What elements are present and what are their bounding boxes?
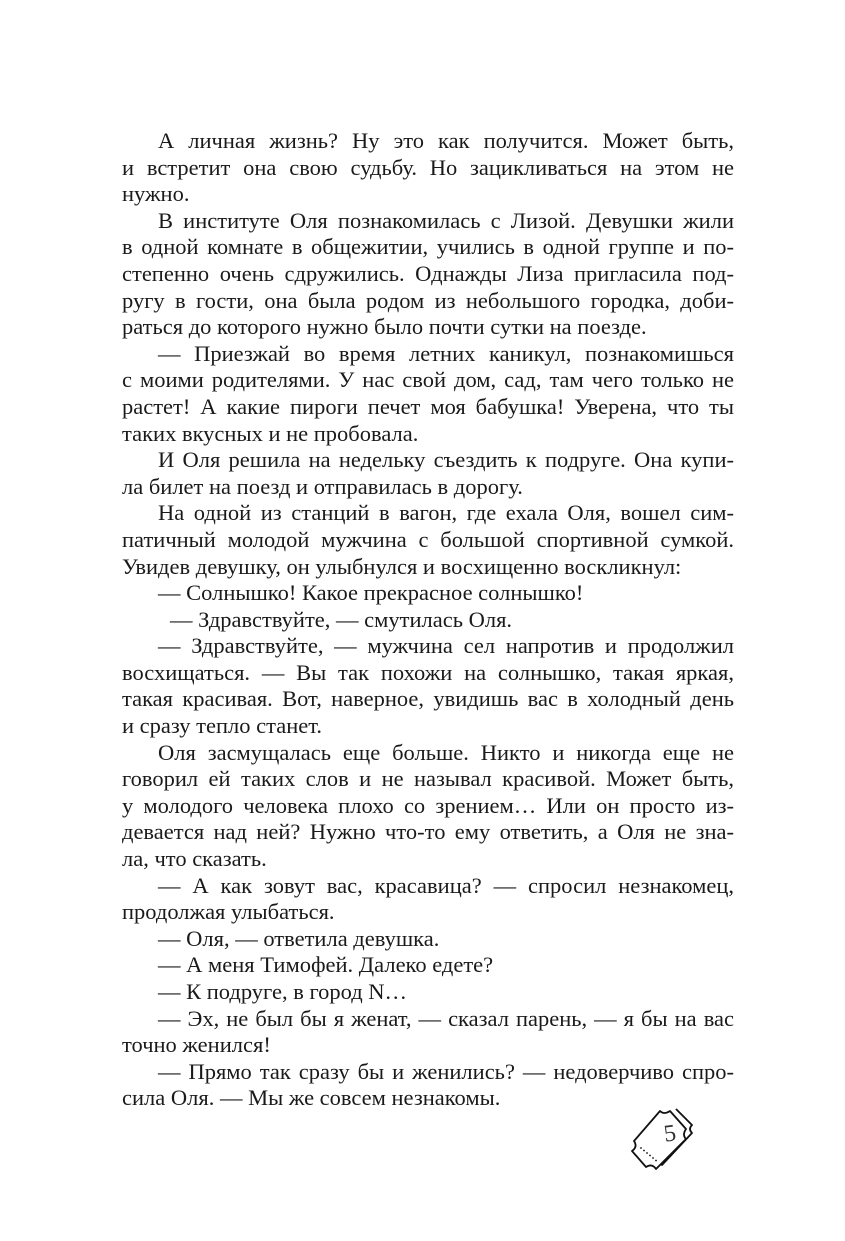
text-line: точно женился!: [122, 1032, 271, 1058]
text-line: говорил ей таких слов и не называл красивой. Может быть,: [122, 766, 734, 792]
page-number-badge: [628, 1103, 708, 1175]
text-line: — Здравствуйте, — смутилась Оля.: [170, 606, 513, 632]
text-line: — А меня Тимофей. Далеко едете?: [158, 952, 494, 978]
text-line: — Прямо так сразу бы и женились? — недоверчиво спро-: [158, 1058, 734, 1084]
page-number: 5: [662, 1120, 678, 1148]
text-line: продолжая улыбаться.: [122, 899, 335, 925]
text-line: девается над ней? Нужно что-то ему ответить, а Оля не зна-: [122, 819, 734, 845]
text-line: Увидев девушку, он улыбнулся и восхищенно воскликнул:: [122, 553, 682, 579]
text-line: ла билет на поезд и отправилась в дорогу.: [122, 473, 523, 499]
text-line: и встретит она свою судьбу. Но зацикливаться на этом не: [122, 154, 734, 180]
text-line: с моими родителями. У нас свой дом, сад, там чего только не: [122, 367, 734, 393]
text-line: таких вкусных и не пробовала.: [122, 420, 419, 446]
text-line: нужно.: [122, 181, 190, 207]
text-line: — А как зовут вас, красавица? — спросил незнакомец,: [158, 872, 734, 898]
text-line: — Приезжай во время летних каникул, познакомишься: [158, 340, 734, 366]
text-line: В институте Оля познакомилась с Лизой. Девушки жили: [158, 207, 734, 233]
text-line: восхищаться. — Вы так похожи на солнышко, такая яркая,: [122, 659, 734, 685]
text-line: в одной комнате в общежитии, учились в одной группе и по-: [122, 234, 734, 260]
text-line: у молодого человека плохо со зрением… Или он просто из-: [122, 792, 734, 818]
text-line: ругу в гости, она была родом из небольшого городка, доби-: [122, 287, 734, 313]
text-line: раться до которого нужно было почти сутки на поезде.: [122, 314, 647, 340]
text-line: и сразу тепло станет.: [122, 713, 323, 739]
text-line: — Здравствуйте, — мужчина сел напротив и продолжил: [158, 633, 734, 659]
body-text: [122, 128, 734, 1112]
text-line: — Солнышко! Какое прекрасное солнышко!: [158, 580, 584, 606]
text-line: патичный молодой мужчина с большой спортивной сумкой.: [122, 526, 734, 552]
text-line: Оля засмущалась еще больше. Никто и никогда еще не: [158, 739, 734, 765]
text-line: А личная жизнь? Ну это как получится. Может быть,: [158, 128, 734, 153]
text-line: такая красивая. Вот, наверное, увидишь вас в холодный день: [122, 686, 734, 712]
text-line: — Эх, не был бы я женат, — сказал парень, — я бы на вас: [158, 1005, 734, 1031]
text-line: — К подруге, в город N…: [158, 979, 408, 1004]
text-line: растет! А какие пироги печет моя бабушка! Уверена, что ты: [122, 393, 734, 419]
text-line: ла, что сказать.: [122, 846, 267, 872]
text-line: На одной из станций в вагон, где ехала Оля, вошел сим-: [158, 500, 734, 526]
text-line: степенно очень сдружились. Однажды Лиза пригласила под-: [122, 260, 734, 286]
text-line: — Оля, — ответила девушка.: [158, 925, 440, 951]
text-line: И Оля решила на недельку съездить к подруге. Она купи-: [158, 447, 734, 473]
text-line: сила Оля. — Мы же совсем незнакомы.: [122, 1085, 501, 1111]
